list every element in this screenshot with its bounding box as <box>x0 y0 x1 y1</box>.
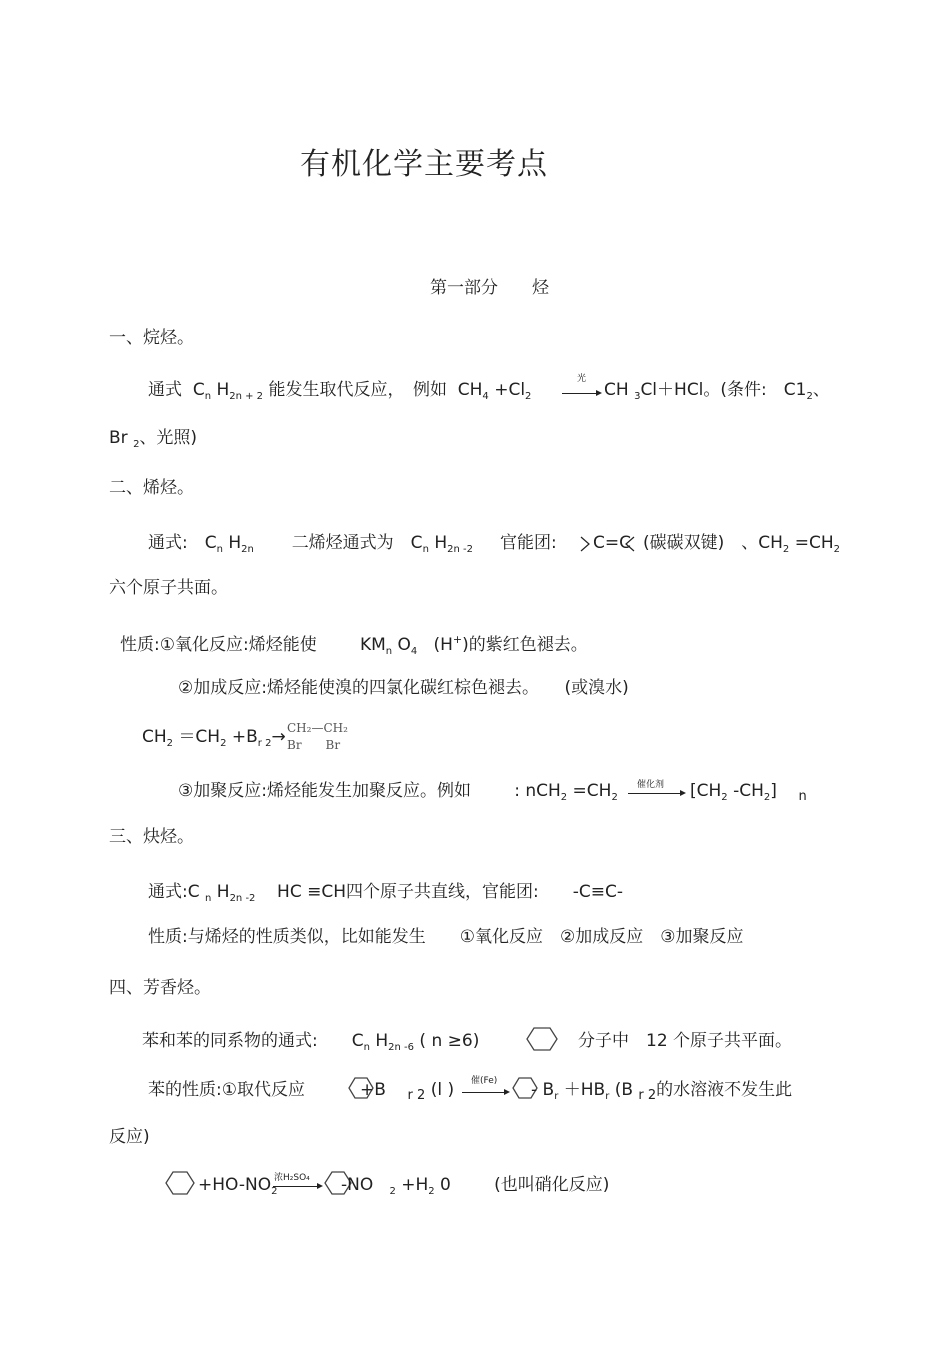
benzene-substitution-lead: 苯的性质:①取代反应 <box>148 1080 305 1100</box>
double-bond-right-icon <box>624 535 636 553</box>
benzene-formula-line: 苯和苯的同系物的通式: $C_n$ $H_{2n -6}$ ( n ≥6) <box>142 1031 480 1053</box>
alkene-formula-line: 通式: $C_n$ $H_{2n}$ 二烯烃通式为 $C_n$ $H_{2n -2}$ 官能团: <box>148 533 557 555</box>
catalyst-label: 催化剂 <box>637 780 665 790</box>
alkene-coplanar-line: 六个原子共面。 <box>109 578 228 598</box>
nitration-arrow <box>273 1186 321 1187</box>
alkane-product: CH $_3$Cl＋HCl。(条件: $C1_2$、 <box>604 380 830 402</box>
alkene-property-polymerization: ③加聚反应:烯烃能发生加聚反应。例如 : $nCH_2 =CH_2$ <box>178 781 618 803</box>
alkyne-formula-line: 通式:C $_n$ $H_{2n -2}$ HC ≡CH四个原子共直线，官能团: -C≡C- <box>148 882 623 904</box>
alkane-reaction-arrow <box>562 393 600 394</box>
nitration-benzene-icon <box>165 1170 195 1196</box>
benzene-coplanar-text: 分子中 12 个原子共平面。 <box>578 1031 793 1051</box>
alkene-functional-group: C=C <box>593 533 631 553</box>
part-heading: 第一部分 烃 <box>430 278 549 298</box>
dibromo-product-bottom: Br Br <box>287 738 341 752</box>
polymerization-arrow <box>628 793 684 794</box>
polymer-product: [$CH_2$ $-CH_2$] $_n$ <box>690 781 807 804</box>
nitration-product: -NO $_2 +H_2$ 0 (也叫硝化反应) <box>341 1175 610 1197</box>
bromination-note-end: 反应) <box>109 1127 150 1147</box>
bromination-product: - $B_r +HB_r$ (B $_{r 2}$的水溶液不发生此 <box>531 1080 793 1103</box>
section-heading-alkane: 一、烷烃。 <box>109 328 194 348</box>
fe-catalyst-label: 催(Fe) <box>471 1076 498 1086</box>
sulfuric-acid-label: 浓H₂SO₄ <box>274 1173 310 1183</box>
alkyne-properties: 性质:与烯烃的性质类似，比如能发生 ①氧化反应 ②加成反应 ③加聚反应 <box>148 927 744 947</box>
alkene-addition-equation: $CH_2 =CH_2 +B_{r 2}\to$ <box>142 727 286 749</box>
double-bond-left-icon <box>579 535 591 553</box>
page-title: 有机化学主要考点 <box>300 147 548 182</box>
alkane-arrow-label: 光 <box>577 374 587 384</box>
dibromo-product-top: CH₂—CH₂ <box>287 721 348 735</box>
section-heading-alkene: 二、烯烃。 <box>109 478 194 498</box>
bromination-arrow <box>462 1092 508 1093</box>
alkene-property-addition: ②加成反应:烯烃能使溴的四氯化碳红棕色褪去。 (或溴水) <box>178 678 629 698</box>
benzene-ring-icon <box>526 1026 558 1052</box>
alkane-formula-line: 通式 $C_n$ $H_{2n + 2}$ 能发生取代反应， 例如 $CH_4 +Cl_2$ <box>148 380 532 402</box>
bromination-reactant: +B $_{r 2}$ (l ) <box>360 1080 455 1103</box>
alkane-condition-line: Br $_2$、光照) <box>109 428 198 450</box>
section-heading-alkyne: 三、炔烃。 <box>109 827 194 847</box>
section-heading-aromatic: 四、芳香烃。 <box>109 978 211 998</box>
nitration-reactant: $+HO-NO_2$ <box>198 1175 278 1197</box>
alkene-property-oxidation: 性质:①氧化反应:烯烃能使 $KM_n$ $O_4$ (H+)的紫红色褪去。 <box>120 633 588 657</box>
alkene-fg-tail: (碳碳双键) 、$CH_2 =CH_2$ <box>643 533 840 555</box>
